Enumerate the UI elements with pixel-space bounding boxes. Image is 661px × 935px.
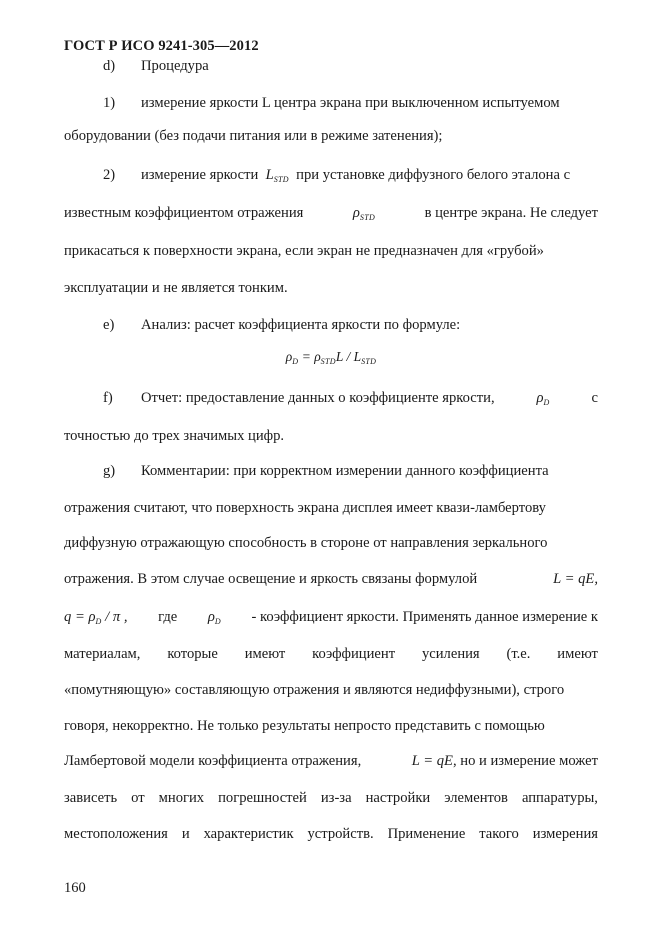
list-label: e) [103, 317, 115, 333]
section-e-heading: e) Анализ: расчет коэффициента яркости по формуле: [103, 317, 461, 333]
formula-l-eq-qe: L = qE, [553, 571, 598, 587]
word: материалам, [64, 646, 141, 662]
word: местоположения [64, 826, 168, 842]
word: Применение [387, 826, 466, 842]
word: элементов [444, 790, 508, 806]
word: такого [479, 826, 519, 842]
section-g-line-7: «помутняющую» составляющую отражения и являются недиффузными), строго [64, 682, 565, 698]
item-1-line-1: 1) измерение яркости L центра экрана при выключенном испытуемом [103, 95, 560, 111]
word: коэффициент [312, 646, 396, 662]
section-g-line-9: Ламбертовой модели коэффициента отражения, L = qE, но и измерение может [64, 753, 598, 769]
word: имеют [557, 646, 598, 662]
word: от [131, 790, 145, 806]
word: усиления [421, 646, 480, 662]
section-g-line-1: g) Комментарии: при корректном измерении данного коэффициента [103, 463, 549, 479]
list-label: g) [103, 463, 116, 479]
word: имеют [244, 646, 286, 662]
word: погрешностей [218, 790, 307, 806]
formula-l-eq-qe: L = qE [411, 753, 453, 769]
item-2-line-3: прикасаться к поверхности экрана, если экран не предназначен для «грубой» [64, 243, 544, 259]
item-2-line-4: эксплуатации и не является тонким. [64, 280, 288, 296]
list-label: d) [103, 58, 116, 74]
word: измерения [532, 826, 598, 842]
section-g-line-3: диффузную отражающую способность в стороне от направления зеркального [64, 535, 548, 551]
rho-std-symbol: $\rho_{STD}$ [352, 205, 376, 222]
word: из-за [320, 790, 352, 806]
section-f-line-1: f) Отчет: предоставление данных о коэффициенте яркости, $\rho_D$ с [103, 390, 598, 407]
word: аппаратуры, [521, 790, 598, 806]
word: характеристик [203, 826, 294, 842]
item-2-line-1: 2) измерение яркости $L_{STD}$ при установке диффузного белого эталона с [103, 167, 571, 184]
section-f-line-2: точностью до трех значимых цифр. [64, 428, 285, 444]
word: устройств. [307, 826, 374, 842]
word: которые [167, 646, 218, 662]
page-number: 160 [64, 880, 86, 896]
luminance-std-symbol: $L_{STD}$ [265, 167, 289, 184]
section-g-line-6 [64, 646, 598, 663]
word: и [181, 826, 190, 842]
list-label: f) [103, 390, 113, 406]
section-d-text: Процедура [141, 58, 209, 74]
document-header: ГОСТ Р ИСО 9241-305—2012 [64, 38, 259, 54]
word: зависеть [64, 790, 118, 806]
section-g-line-10 [64, 790, 598, 807]
item-1-line-2: оборудовании (без подачи питания или в режиме затенения); [64, 128, 443, 144]
section-g-line-11 [64, 826, 598, 843]
list-label: 1) [103, 95, 116, 111]
section-g-line-5: $q = \rho_D / \pi$ , где $\rho_D$ - коэффициент яркости. Применять данное измерение к [64, 609, 598, 626]
section-g-line-4: отражения. В этом случае освещение и яркость связаны формулой L = qE, [64, 571, 598, 587]
formula-q-eq-rho-pi: $q = \rho_D / \pi$ , [64, 609, 128, 626]
word: (т.е. [506, 646, 531, 662]
rho-d-symbol: $\rho_D$ [207, 609, 221, 626]
word: настройки [365, 790, 431, 806]
item-2-line-2: известным коэффициентом отражения $\rho_{STD}$ в центре экрана. Не следует [64, 205, 598, 222]
luminance-coefficient-formula: $\rho_D = \rho_{STD}L / L_{STD}$ [285, 349, 377, 366]
section-d-heading [64, 58, 209, 75]
rho-d-symbol: $\rho_D$ [536, 390, 550, 407]
section-g-line-8: говоря, некорректно. Не только результаты непросто представить с помощью [64, 718, 545, 734]
section-g-line-2: отражения считают, что поверхность экрана дисплея имеет квази-ламбертову [64, 500, 546, 516]
list-label: 2) [103, 167, 116, 183]
word: многих [158, 790, 205, 806]
